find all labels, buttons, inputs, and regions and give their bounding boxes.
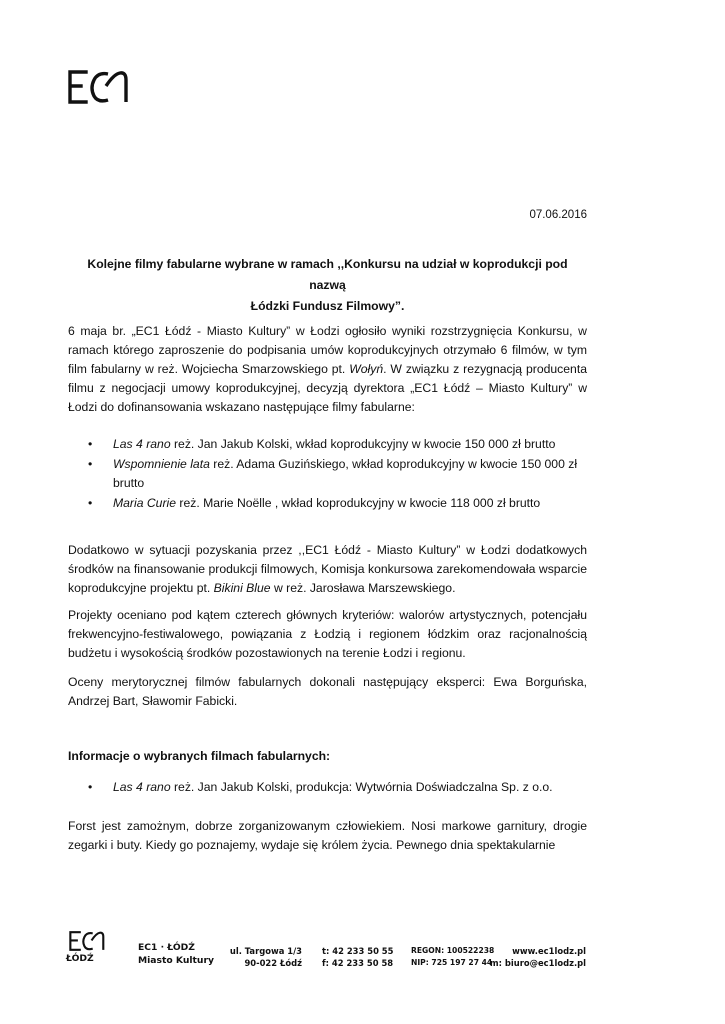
experts-paragraph	[68, 673, 587, 711]
intro-film-title: Wołyń	[349, 362, 384, 376]
intro-text-1: 6 maja br. „EC1 Łódź - Miasto Kultury” w Łodzi ogłosiło wyniki rozstrzygnięcia Konkursu, w ramach którego zaproszenie do podpisania umów koprodukcyjnych otrzymało 6 filmów, w tym film fabularny w reż. Wojciecha Smarzowskiego pt.	[68, 324, 587, 376]
film-details: reż. Adama Guzińskiego, wkład koprodukcyjny w kwocie 150 000 zł brutto	[113, 457, 578, 490]
info-heading: Informacje o wybranych filmach fabularnych:	[68, 749, 331, 763]
title-line-1: Kolejne filmy fabularne wybrane w ramach ,,Konkursu na udział w koprodukcji pod nazwą	[87, 257, 568, 292]
additional-paragraph	[68, 541, 587, 598]
info-films-list	[88, 778, 587, 798]
additional-film-title: Bikini Blue	[213, 581, 271, 595]
selected-films-list	[88, 435, 587, 514]
film-details: reż. Marie Noëlle , wkład koprodukcyjny w kwocie 118 000 zł brutto	[176, 496, 541, 510]
document-date: 07.06.2016	[529, 209, 587, 221]
experts-text: Oceny merytorycznej filmów fabularnych dokonali następujący eksperci: Ewa Borguńska, Andrzej Bart, Sławomir Fabicki.	[68, 675, 587, 708]
list-item	[88, 778, 587, 797]
footer-phone: t: 42 233 50 55	[322, 946, 394, 956]
film-title: Wspomnienie lata	[113, 457, 210, 471]
film-title: Las 4 rano	[113, 780, 171, 794]
footer-regon: REGON: 100522238	[411, 946, 495, 955]
criteria-paragraph	[68, 606, 587, 663]
bullet-icon: •	[88, 457, 93, 471]
film-details: reż. Jan Jakub Kolski, produkcja: Wytwórnia Doświadczalna Sp. z o.o.	[170, 780, 553, 794]
footer-org-line-2: Miasto Kultury	[138, 955, 214, 966]
list-item	[88, 494, 587, 513]
bullet-icon: •	[88, 780, 93, 794]
additional-text-2: w reż. Jarosława Marszewskiego.	[270, 581, 456, 595]
synopsis-text: Forst jest zamożnym, dobrze zorganizowanym człowiekiem. Nosi markowe garnitury, drogie zegarki i buty. Kiedy go poznajemy, wydaje się królem życia. Pewnego dnia spektakularnie	[68, 819, 587, 852]
bullet-icon: •	[88, 496, 93, 510]
footer-org-line-1: EC1 · ŁÓDŹ	[138, 942, 195, 953]
ec1-logo	[68, 70, 132, 104]
footer-fax: f: 42 233 50 58	[322, 958, 394, 968]
film-title: Maria Curie	[113, 496, 176, 510]
intro-paragraph	[68, 322, 587, 417]
synopsis-paragraph	[68, 817, 587, 855]
footer-nip: NIP: 725 197 27 44	[411, 958, 493, 967]
title-line-2: Łódzki Fundusz Filmowy”.	[250, 299, 405, 313]
list-item	[88, 435, 587, 454]
additional-text-1: Dodatkowo w sytuacji pozyskania przez ,,EC1 Łódź - Miasto Kultury” w Łodzi dodatkowych środków na finansowanie produkcji filmowych, Komisja konkursowa zarekomendowała wsparcie koprodukcyjne projektu pt.	[68, 543, 587, 595]
film-details: reż. Jan Jakub Kolski, wkład koprodukcyjny w kwocie 150 000 zł brutto	[170, 437, 556, 451]
footer-address-1: ul. Targowa 1/3	[229, 946, 302, 956]
list-item	[88, 455, 587, 493]
footer-logo-text: ŁÓDŹ	[66, 953, 94, 964]
bullet-icon: •	[88, 437, 93, 451]
footer	[0, 926, 725, 976]
film-title: Las 4 rano	[113, 437, 171, 451]
criteria-text: Projekty oceniano pod kątem czterech głównych kryteriów: walorów artystycznych, potencjału frekwencyjno-festiwalowego, powiązania z Łodzią i regionem łódzkim oraz racjonalnością budżetu i wysokością środków pozostawionych na terenie Łodzi i regionu.	[68, 608, 587, 660]
footer-website[interactable]: www.ec1lodz.pl	[512, 946, 586, 956]
document-title	[68, 254, 587, 317]
intro-text-2: . W związku z rezygnacją producenta filmu z negocjacji umowy koprodukcyjnej, decyzją dyrektora „EC1 Łódź – Miasto Kultury” w Łodzi do dofinansowania wskazano następujące filmy fabularne:	[68, 362, 587, 414]
footer-address-2: 90-022 Łódź	[244, 958, 302, 968]
ec1-footer-logo	[66, 931, 110, 951]
footer-email[interactable]: m: biuro@ec1lodz.pl	[489, 958, 586, 968]
